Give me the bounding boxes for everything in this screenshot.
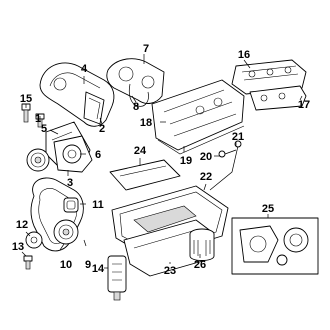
callout-20: 20 — [199, 151, 213, 163]
callout-6: 6 — [94, 149, 102, 161]
gasket-kit — [232, 218, 318, 274]
timing-cover-upper — [40, 63, 114, 126]
bolt-13 — [24, 256, 32, 269]
callout-5: 5 — [40, 123, 48, 135]
callout-13: 13 — [11, 241, 25, 253]
dipstick — [210, 141, 241, 190]
oil-seal — [64, 198, 78, 212]
oil-filter — [190, 229, 214, 261]
callout-4: 4 — [80, 63, 88, 75]
callout-2: 2 — [98, 123, 106, 135]
callout-25: 25 — [261, 203, 275, 215]
callout-1: 1 — [34, 113, 42, 125]
callout-11: 11 — [92, 199, 104, 211]
callout-12: 12 — [15, 219, 29, 231]
callout-8: 8 — [132, 101, 140, 113]
baffle-plate — [110, 160, 180, 190]
callout-14: 14 — [91, 263, 105, 275]
crank-pulley — [27, 149, 49, 171]
callout-22: 22 — [199, 171, 213, 183]
callout-16: 16 — [237, 49, 251, 61]
callout-9: 9 — [84, 259, 92, 271]
dipstick-tube — [219, 150, 236, 157]
callout-21: 21 — [231, 131, 245, 143]
rear-timing-plate — [107, 59, 164, 104]
valve-cover — [152, 80, 244, 150]
callout-10: 10 — [59, 259, 73, 271]
callout-19: 19 — [179, 155, 193, 167]
oil-pump-body — [54, 136, 92, 172]
callout-24: 24 — [133, 145, 147, 157]
oil-strainer — [108, 256, 126, 300]
crank-sprocket — [54, 220, 78, 244]
callout-15: 15 — [19, 93, 33, 105]
callout-26: 26 — [193, 259, 207, 271]
callout-3: 3 — [66, 177, 74, 189]
callout-18: 18 — [139, 117, 153, 129]
callout-17: 17 — [297, 99, 311, 111]
callout-23: 23 — [163, 265, 177, 277]
callout-7: 7 — [142, 43, 150, 55]
